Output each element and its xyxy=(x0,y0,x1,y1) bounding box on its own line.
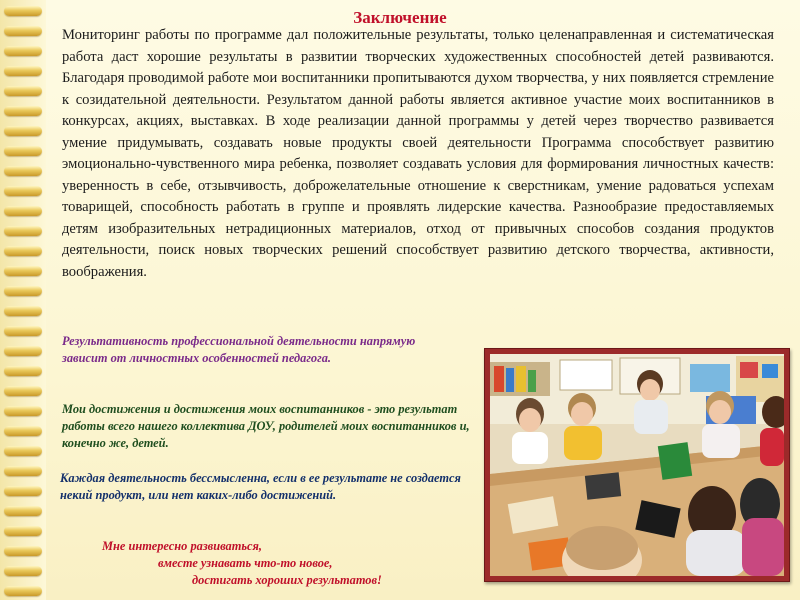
binding-ring xyxy=(4,126,42,136)
closing-line: достигать хороших результатов! xyxy=(192,573,382,587)
binding-ring xyxy=(4,6,42,16)
binding-ring xyxy=(4,586,42,596)
binding-ring xyxy=(4,406,42,416)
binding-ring xyxy=(4,506,42,516)
binding-ring xyxy=(4,426,42,436)
quote-meaningful-activity: Каждая деятельность бессмысленна, если в ее результате не создается некий продукт, или нет каких-либо достижений. xyxy=(60,471,461,502)
binding-ring xyxy=(4,206,42,216)
quote-achievements: Мои достижения и достижения моих воспитанников - это результат работы всего нашего коллектива ДОУ, родителей моих воспитанников и, конечно же, детей. xyxy=(62,402,470,450)
closing-line: вместе узнавать что-то новое, xyxy=(158,556,333,570)
binding-ring xyxy=(4,326,42,336)
binding-ring xyxy=(4,546,42,556)
binding-ring xyxy=(4,166,42,176)
notebook-binding xyxy=(0,0,46,600)
slide-title: Заключение xyxy=(353,8,447,27)
binding-ring xyxy=(4,26,42,36)
binding-ring xyxy=(4,306,42,316)
binding-ring xyxy=(4,366,42,376)
binding-ring xyxy=(4,526,42,536)
binding-ring xyxy=(4,386,42,396)
binding-ring xyxy=(4,346,42,356)
closing-motto xyxy=(60,538,480,589)
conclusion-paragraph: Мониторинг работы по программе дал положительные результаты, только целенаправленная и систематическая работа даст хорошие результаты в развитии творческих художественных способностей детей развиваются. Благодаря проводимой работе мои воспитанники пропитываются духом творчества, у них появляется стремление к созидательной деятельности. Результатом данной работы является активное участие моих воспитанников в конкурсах, акциях, выставках. В ходе реализации данной программы у детей через творчество развивается умение придумывать, создавать новые продукты своей деятельности Программа способствует развитию эмоционально-чувственного мира ребенка, позволяет создавать условия для формирования личностных качеств: уверенность в себе, отзывчивость, доброжелательные отношение к сверстникам, умение радоваться успехам товарищей, способность работать в группе и проявлять лидерские качества. Разнообразие предоставляемых детям изобразительных нетрадиционных материалов, отход от привычных способов создания продуктов деятельности, поиск новых творческих решений способствует развитию детского творчества, активности, воображения. xyxy=(62,27,774,280)
binding-ring xyxy=(4,246,42,256)
binding-ring xyxy=(4,226,42,236)
binding-ring xyxy=(4,466,42,476)
binding-ring xyxy=(4,186,42,196)
binding-ring xyxy=(4,86,42,96)
children-drawing-photo-icon xyxy=(490,354,784,576)
binding-ring xyxy=(4,146,42,156)
binding-ring xyxy=(4,486,42,496)
binding-ring xyxy=(4,106,42,116)
binding-ring xyxy=(4,566,42,576)
binding-ring xyxy=(4,46,42,56)
binding-ring xyxy=(4,286,42,296)
photo-frame xyxy=(484,348,790,582)
quote-professional-effectiveness: Результативность профессиональной деятельности напрямую зависит от личностных особенностей педагога. xyxy=(62,334,416,365)
closing-line: Мне интересно развиваться, xyxy=(102,539,263,553)
binding-ring xyxy=(4,446,42,456)
binding-ring xyxy=(4,266,42,276)
binding-ring xyxy=(4,66,42,76)
